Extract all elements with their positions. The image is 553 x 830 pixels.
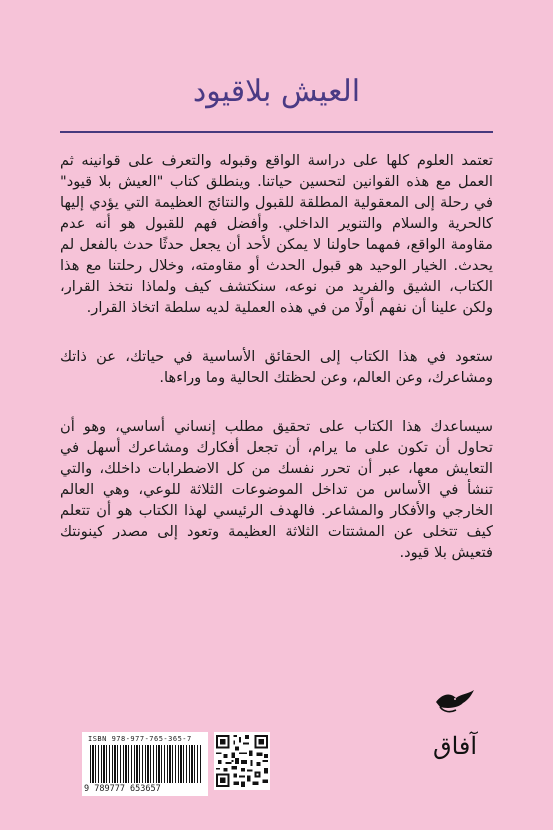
publisher-logo	[428, 688, 483, 770]
barcode-digits: 9 789777 653657	[84, 784, 206, 794]
barcode-bars	[90, 745, 202, 783]
qr-code	[214, 732, 270, 790]
isbn-label: ISBN 978-977-765-365-7	[88, 735, 192, 743]
bird-logo-icon	[428, 688, 483, 770]
back-cover-blurb	[60, 150, 493, 591]
blurb-paragraph-2: ستعود في هذا الكتاب إلى الحقائق الأساسية في حياتك، عن ذاتك ومشاعرك، وعن العالم، وعن لحظتك الحالية وما وراءها.	[60, 348, 493, 386]
isbn-barcode	[82, 732, 208, 796]
blurb-paragraph-3: سيساعدك هذا الكتاب على تحقيق مطلب إنساني أساسي، وهو أن تحاول أن تكون على ما يرام، أن تجعل أفكارك ومشاعرك أسهل في التعايش معها، عبر أن تحرر نفسك من كل الاضطرابات داخلك، والتي تنشأ في الأساس من تداخل الموضوعات الثلاثة للوعي، وهي العالم الخارجي والأفكار والمشاعر. فالهدف الرئيسي لهذا الكتاب هو أن تتعلم كيف تتخلى عن المشتتات الثلاثة العظيمة وتعود إلى مصدر كينونتك فتعيش بلا قيود.	[60, 418, 493, 561]
publisher-name: آفاق	[432, 732, 478, 760]
title-divider	[60, 131, 493, 133]
blurb-paragraph-1: تعتمد العلوم كلها على دراسة الواقع وقبوله والتعرف على قوانينه ثم العمل مع هذه القوانين لتحسين حياتنا. وينطلق كتاب "العيش بلا قيود" في رحلة إلى المعقولية المطلقة للقبول والنتائج العظيمة التي يؤدي إليها كالحرية والسلام والتنوير الداخلي. وأفضل فهم للقبول هو أنه عدم مقاومة الواقع، فمهما حاولنا لا يمكن لأحد أن يجعل حدثًا حدث بالفعل لم يحدث. الخيار الوحيد هو قبول الحدث أو مقاومته، وخلال رحلتنا مع هذا الكتاب، الشيق والفريد من نوعه، سنكتشف كيف ولماذا نتخذ القرار، ولكن علينا أن نفهم أولًا من في هذه العملية لديه سلطة اتخاذ القرار.	[60, 152, 493, 316]
book-title: العيش بلاقيود	[192, 74, 361, 109]
qr-code-icon	[214, 732, 270, 790]
